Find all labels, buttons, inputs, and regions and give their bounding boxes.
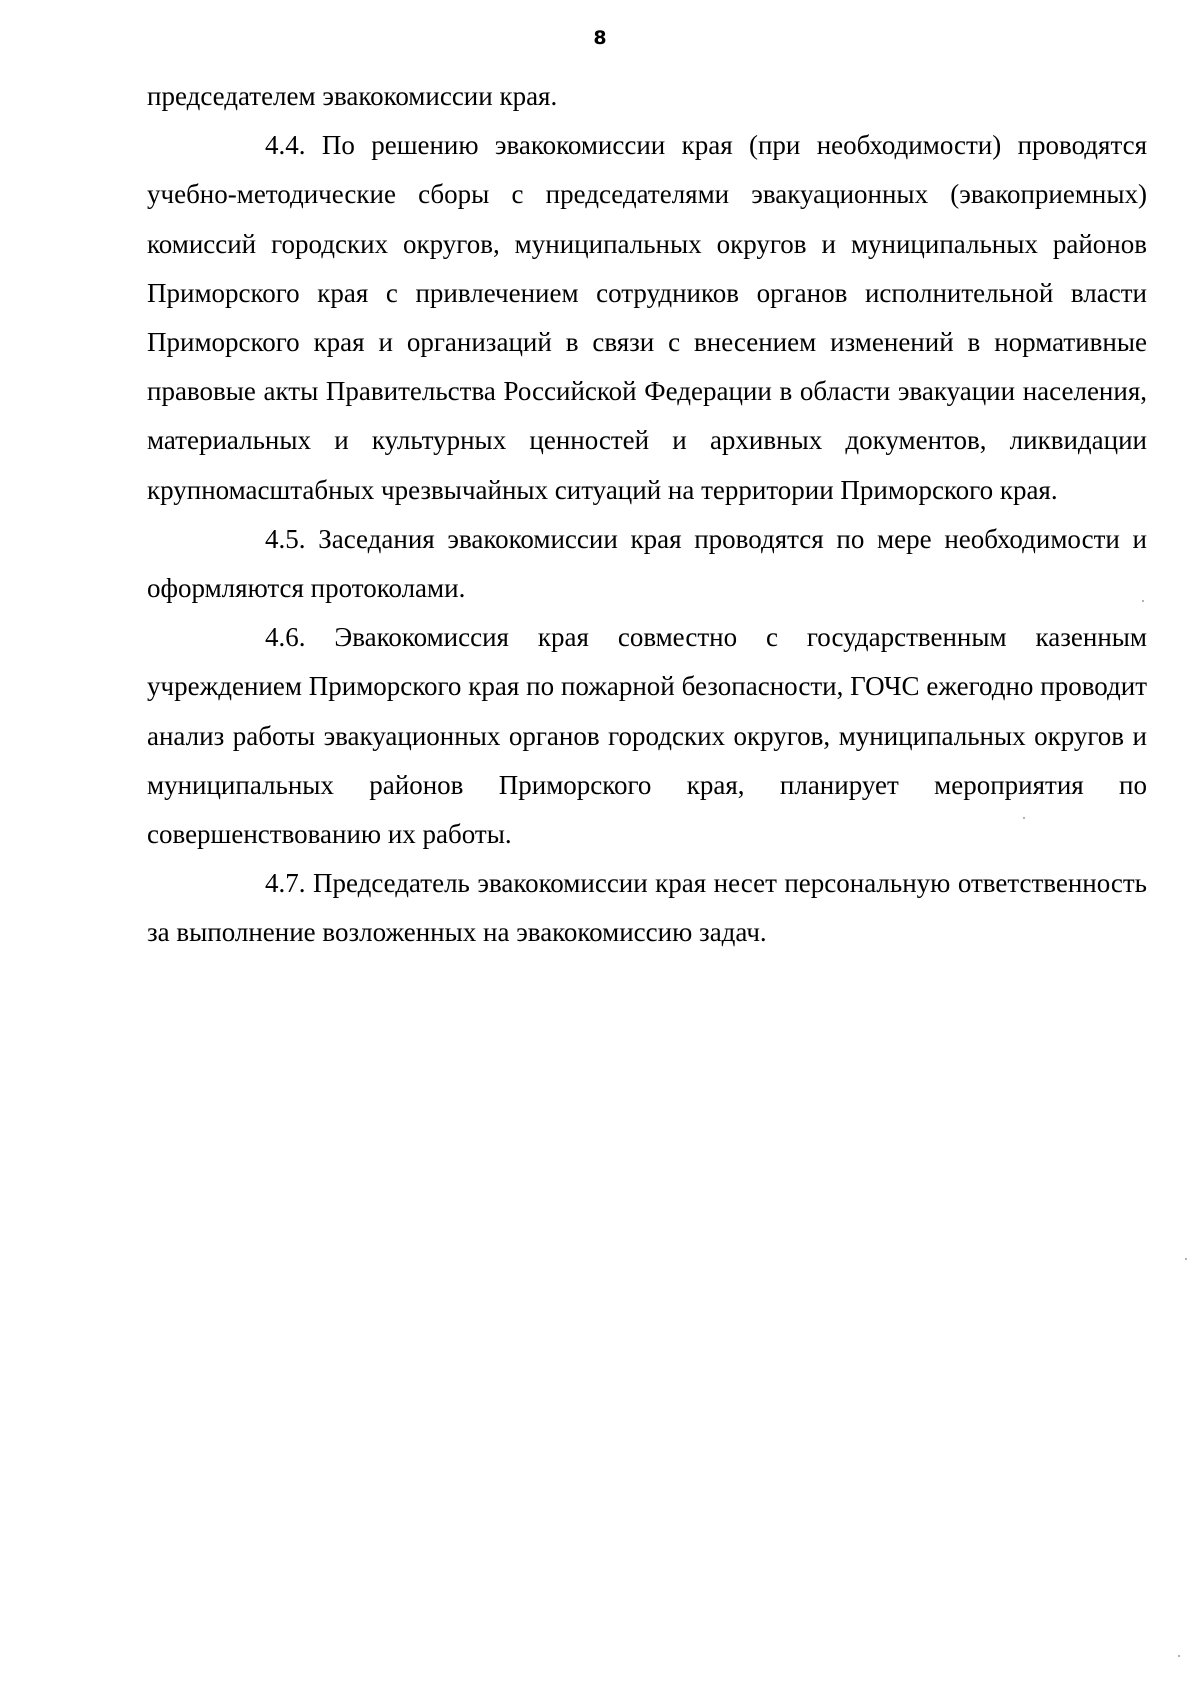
scan-speck [1023,817,1025,819]
scan-speck [1142,600,1144,602]
paragraph-4-6: 4.6. Эвакокомиссия края совместно с государственным казенным учреждением Приморского края по пожарной безопасности, ГОЧС ежегодно проводит анализ работы эвакуационных органов городских округов, муниципальных округов и муниципальных районов Приморского края, планирует мероприятия по совершенствованию их работы. [147,622,1147,850]
page-number: 8 [593,27,607,49]
paragraph-continuation: председателем эвакокомиссии края. [147,81,558,111]
document-body [147,72,1147,958]
scan-speck [1178,1655,1180,1657]
paragraph-4-5: 4.5. Заседания эвакокомиссии края проводятся по мере необходимости и оформляются протоколами. [147,523,1147,604]
paragraph-4-7: 4.7. Председатель эвакокомиссии края несет персональную ответственность за выполнение возложенных на эвакокомиссию задач. [147,868,1147,948]
paragraph-4-4: 4.4. По решению эвакокомиссии края (при необходимости) проводятся учебно-методические сборы с председателями эвакуационных (эвакоприемных) комиссий городских округов, муниципальных округов и муниципальных районов Приморского края с привлечением сотрудников органов исполнительной власти Приморского края и организаций в связи с внесением изменений в нормативные правовые акты Правительства Российской Федерации в области эвакуации населения, материальных и культурных ценностей и архивных документов, ликвидации крупномасштабных чрезвычайных ситуаций на территории Приморского края. [147,130,1147,505]
scan-speck [1185,1258,1187,1260]
